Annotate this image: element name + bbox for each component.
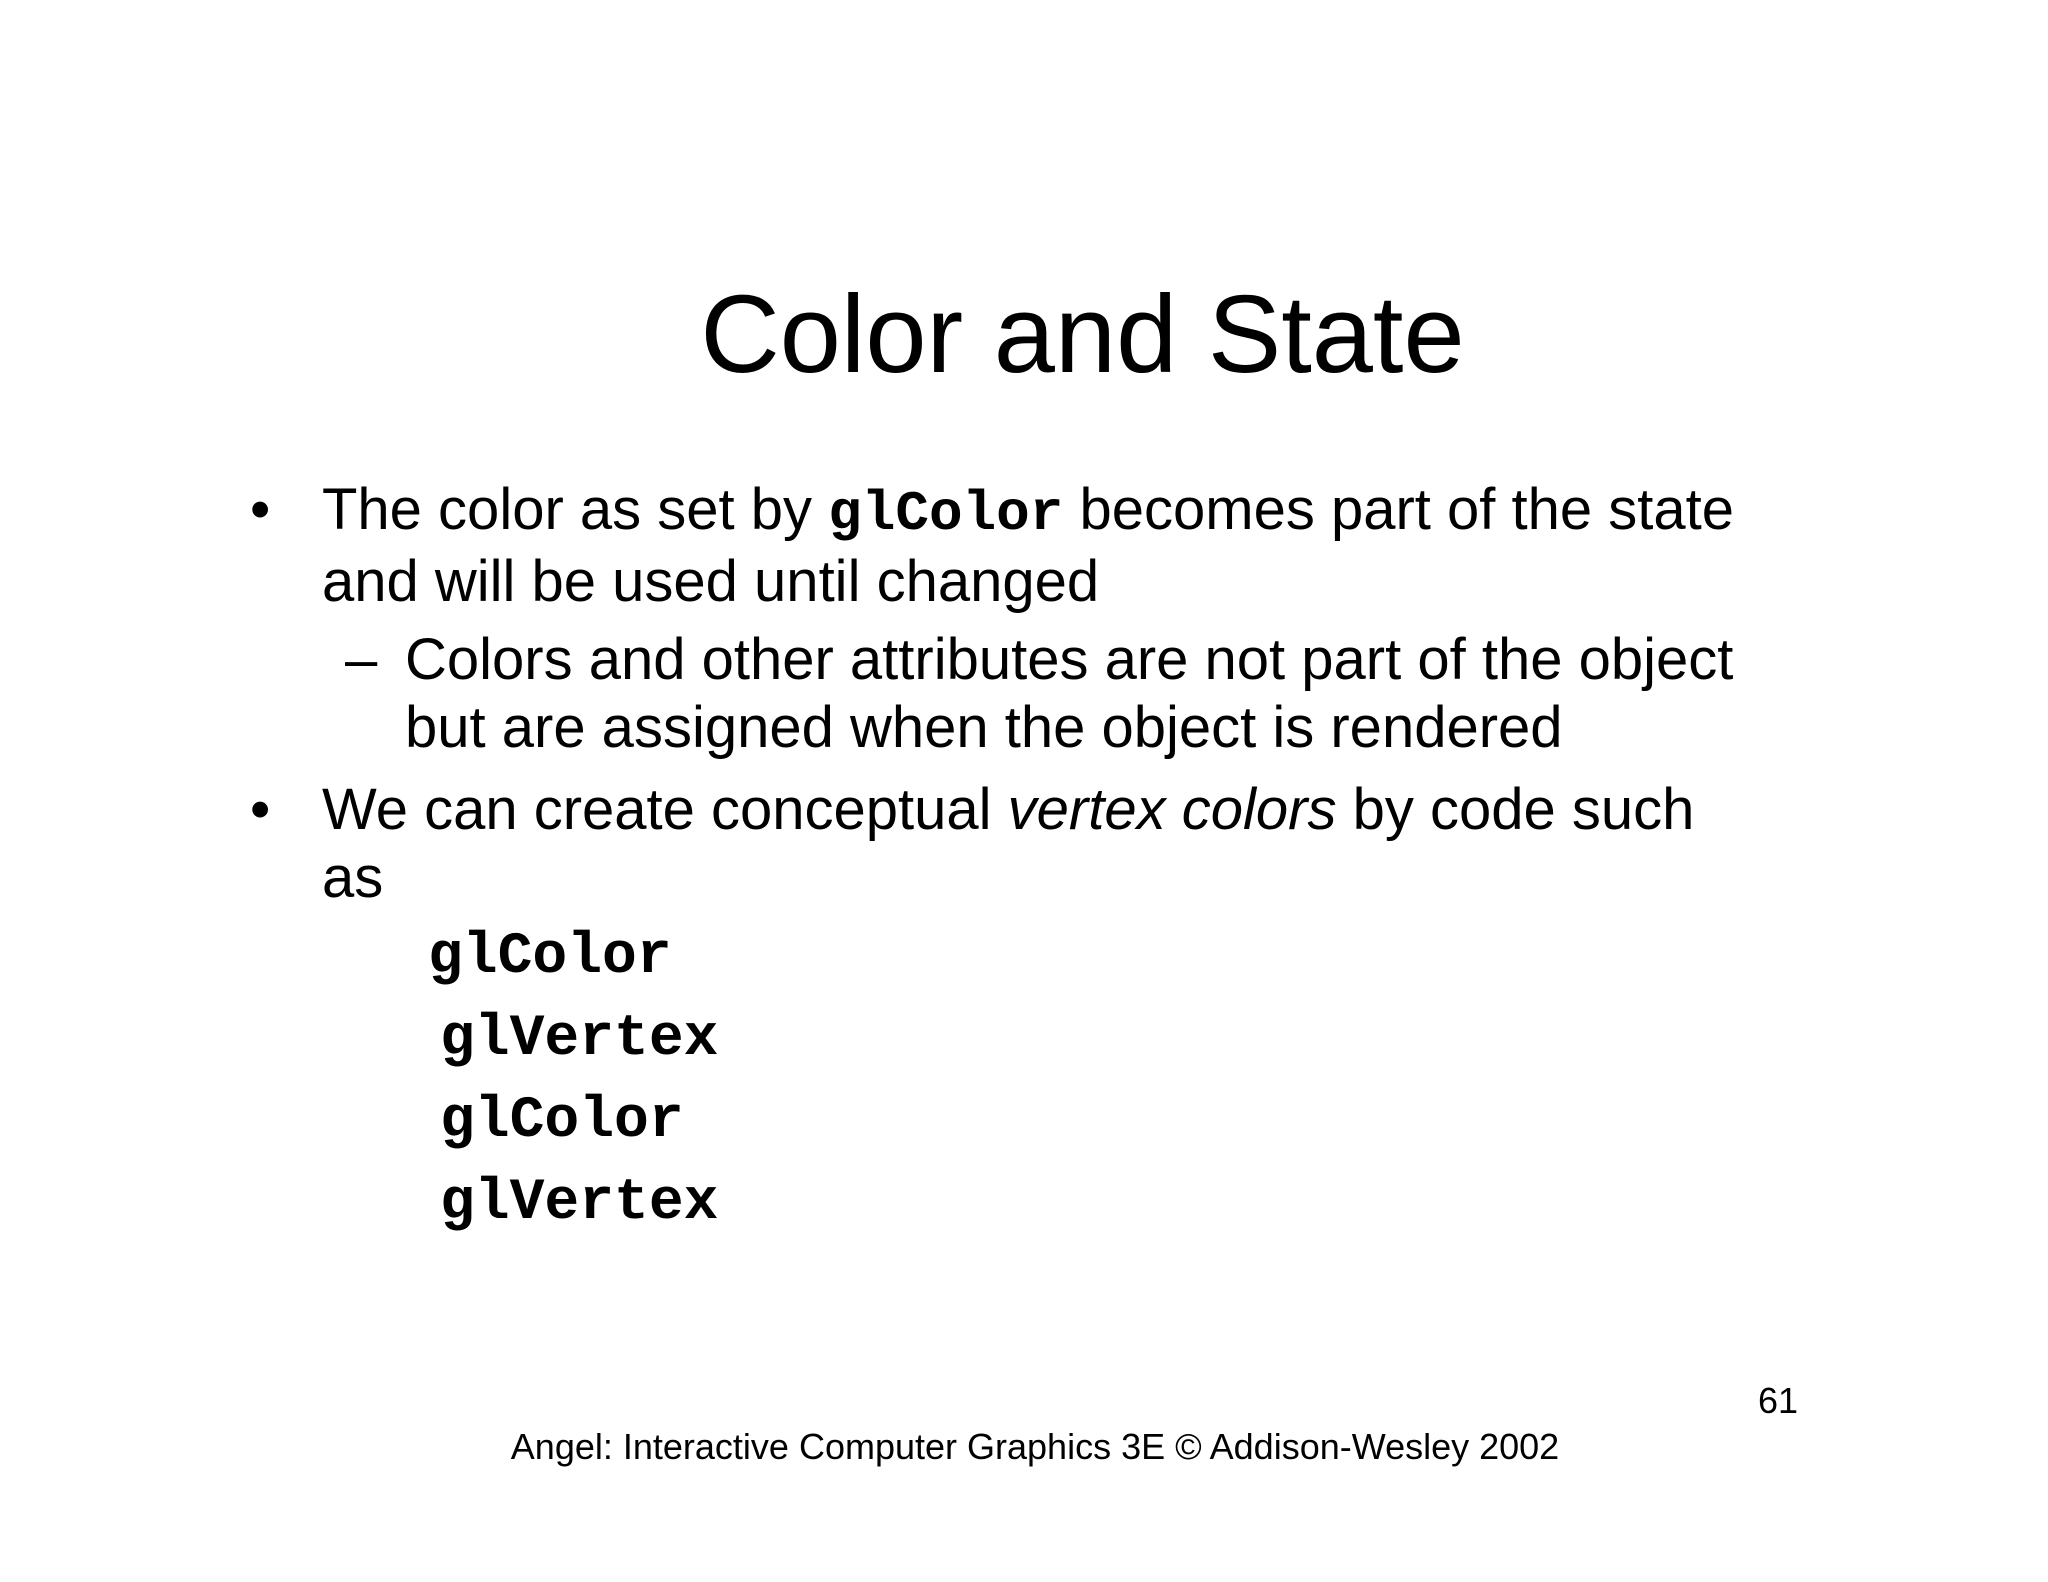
- bullet-line: but are assigned when the object is rendered: [405, 695, 1563, 760]
- bullet-text: [322, 776, 1694, 912]
- bullet-line: We can create conceptual vertex colors by code such: [322, 777, 1695, 842]
- bullet-line: and will be used until changed: [322, 549, 1100, 614]
- code-line: glColor: [428, 925, 672, 990]
- emphasis-text: vertex colors: [1007, 777, 1337, 842]
- bullet-line: The color as set by glColor becomes part of the state: [322, 477, 1734, 546]
- code-line: glVertex: [440, 1007, 719, 1072]
- slide-footer: Angel: Interactive Computer Graphics 3E © Addison-Wesley 2002: [510, 1426, 1560, 1467]
- inline-code: glColor: [828, 482, 1064, 546]
- bullet-marker: •: [250, 777, 271, 842]
- bullet-line: Colors and other attributes are not part of the object: [405, 627, 1734, 692]
- slide-title: Color and State: [700, 273, 1465, 396]
- page-number: 61: [1758, 1380, 1799, 1421]
- code-line: glColor: [440, 1089, 684, 1154]
- sub-bullet-marker: –: [345, 627, 378, 692]
- bullet-text: [322, 476, 1734, 616]
- sub-bullet-text: [405, 626, 1733, 762]
- bullet-line: as: [322, 845, 384, 910]
- code-line: glVertex: [440, 1171, 719, 1236]
- bullet-marker: •: [250, 477, 271, 542]
